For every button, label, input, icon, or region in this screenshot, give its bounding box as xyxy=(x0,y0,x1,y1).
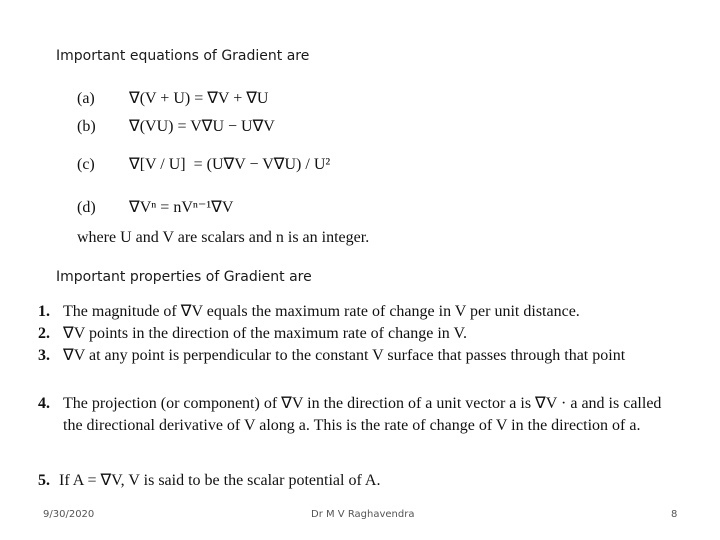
property-text: ∇V points in the direction of the maximum rate of change in V. xyxy=(63,325,467,342)
property-number: 4. xyxy=(38,395,50,412)
equation-b xyxy=(77,116,275,136)
property-text: If A = ∇V, V is said to be the scalar potential of A. xyxy=(59,472,381,489)
property-4 xyxy=(38,393,668,437)
equation-tag: (b) xyxy=(77,118,96,135)
equation-text: ∇Vⁿ = nVⁿ⁻¹∇V xyxy=(129,199,234,216)
equation-tag: (a) xyxy=(77,90,95,107)
footer-date: 9/30/2020 xyxy=(43,509,95,520)
equation-text: ∇(V + U) = ∇V + ∇U xyxy=(129,90,269,107)
property-number: 2. xyxy=(38,325,50,342)
property-text: The projection (or component) of ∇V in the direction of a unit vector a is ∇V · a and is called the directional derivative of V along a. This is the rate of change of V in the direction of a. xyxy=(63,395,662,434)
equation-lhs: ∇[V / U] xyxy=(129,156,186,173)
footer-page-number: 8 xyxy=(671,509,678,520)
properties-heading: Important properties of Gradient are xyxy=(56,269,312,285)
equation-d xyxy=(77,197,233,217)
property-number: 1. xyxy=(38,303,50,320)
property-number: 3. xyxy=(38,347,50,364)
equation-text: ∇(VU) = V∇U − U∇V xyxy=(129,118,275,135)
property-3 xyxy=(38,345,668,367)
equation-tag: (d) xyxy=(77,199,96,216)
property-1 xyxy=(38,301,678,323)
equation-tag: (c) xyxy=(77,156,95,173)
property-text: ∇V at any point is perpendicular to the constant V surface that passes through that point xyxy=(63,347,626,364)
equation-c xyxy=(77,154,330,174)
where-note: where U and V are scalars and n is an integer. xyxy=(77,229,370,246)
property-text: The magnitude of ∇V equals the maximum rate of change in V per unit distance. xyxy=(63,303,580,320)
equations-heading: Important equations of Gradient are xyxy=(56,48,310,64)
equation-a xyxy=(77,88,268,108)
property-5 xyxy=(38,470,668,492)
property-number: 5. xyxy=(38,472,50,489)
equation-text: = (U∇V − V∇U) / U² xyxy=(193,156,331,173)
footer-author: Dr M V Raghavendra xyxy=(311,509,415,520)
property-2 xyxy=(38,323,678,345)
